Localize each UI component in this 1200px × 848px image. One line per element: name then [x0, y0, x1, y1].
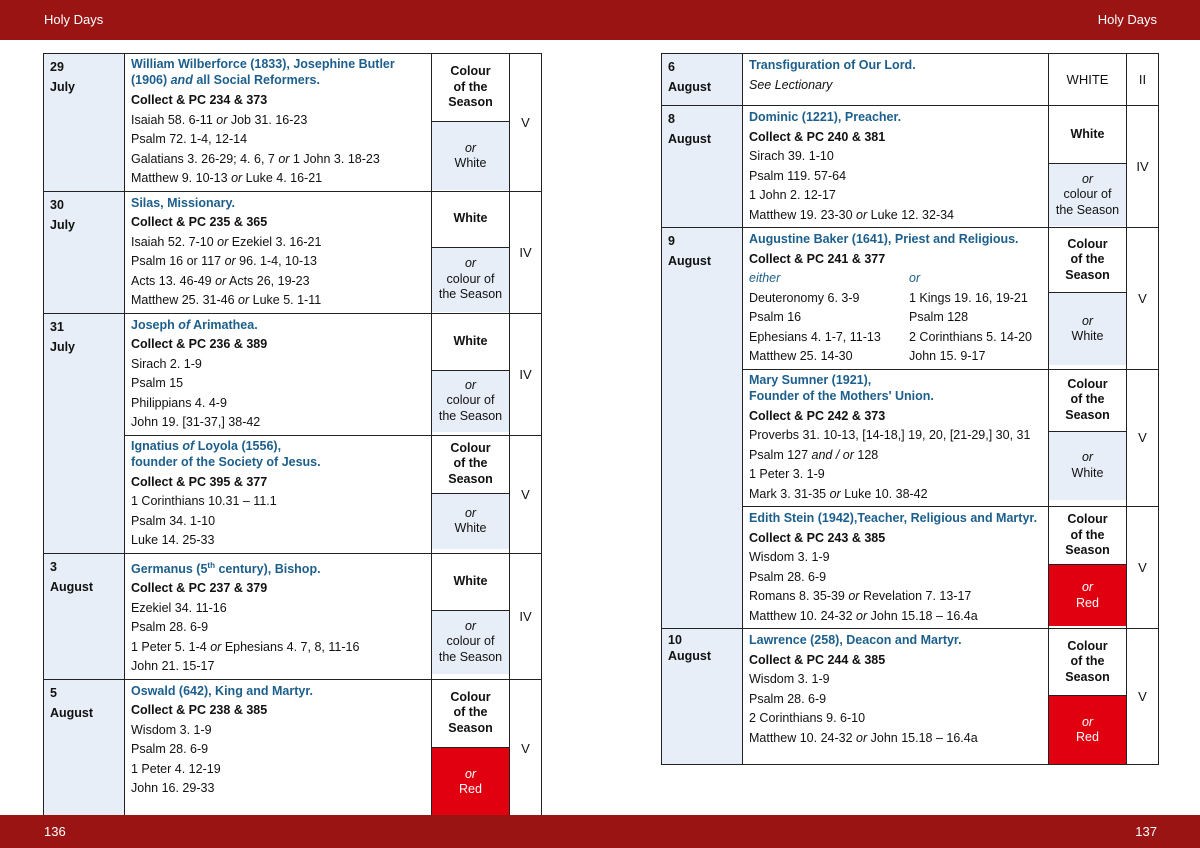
rite-cell: V: [1127, 228, 1159, 370]
commemoration-name: Ignatius of Loyola (1556),: [131, 438, 282, 453]
table-row: [662, 228, 1159, 370]
reading-line: Acts 13. 46-49 or Acts 26, 19-23: [131, 273, 310, 288]
colour-primary: Colour of the Season: [1049, 228, 1126, 293]
lectionary-note: See Lectionary: [749, 77, 833, 92]
commemoration-name-line2: founder of the Society of Jesus.: [131, 454, 321, 469]
colour-alternative: or colour of the Season: [1049, 164, 1126, 226]
colour-primary: White: [1049, 106, 1126, 164]
commemoration-name-line2: Founder of the Mothers' Union.: [749, 388, 934, 403]
table-row: [44, 313, 542, 435]
top-header-bar: [0, 0, 1200, 40]
reading-line: Wisdom 3. 1-9: [131, 722, 212, 737]
colour-primary: White: [432, 192, 509, 248]
readings-cell: [743, 228, 1049, 370]
table-row: [662, 106, 1159, 228]
colour-primary: Colour of the Season: [432, 436, 509, 494]
readings-cell: [125, 313, 432, 435]
reading-line: Psalm 16 Psalm 128: [749, 310, 969, 324]
rite-cell: V: [1127, 507, 1159, 629]
table-row: [662, 629, 1159, 765]
reading-line: 1 Peter 5. 1-4 or Ephesians 4. 7, 8, 11-16: [131, 639, 360, 654]
reading-line: Matthew 10. 24-32 or John 15.18 – 16.4a: [749, 608, 978, 623]
collect-line: Collect & PC 395 & 377: [131, 474, 268, 489]
readings-cell: [743, 507, 1049, 629]
readings-cell: [743, 369, 1049, 507]
readings-cell: [743, 106, 1049, 228]
rite-cell: V: [510, 679, 542, 817]
reading-line: Philippians 4. 4-9: [131, 395, 227, 410]
rite-cell: V: [510, 435, 542, 553]
date-cell: 9 August: [662, 228, 743, 629]
colour-alternative: or White: [1049, 293, 1126, 365]
reading-line: Psalm 28. 6-9: [749, 569, 827, 584]
collect-line: Collect & PC 241 & 377: [749, 251, 886, 266]
commemoration-name: Joseph of Arimathea.: [131, 317, 258, 332]
reading-line: Matthew 25. 31-46 or Luke 5. 1-11: [131, 293, 322, 307]
colour-alternative: or colour of the Season: [432, 611, 509, 674]
colour-primary: Colour of the Season: [432, 54, 509, 122]
rite-cell: V: [510, 54, 542, 192]
rite-cell: V: [1127, 369, 1159, 507]
date-cell: 3 August: [44, 553, 125, 679]
reading-line: Isaiah 52. 7-10 or Ezekiel 3. 16-21: [131, 234, 322, 249]
commemoration-name: Germanus (5th century), Bishop.: [131, 560, 321, 576]
table-row: [44, 553, 542, 679]
reading-line: Psalm 28. 6-9: [131, 742, 209, 757]
rite-cell: II: [1127, 54, 1159, 106]
reading-line: Psalm 28. 6-9: [749, 691, 827, 706]
commemoration-name: Augustine Baker (1641), Priest and Religious.: [749, 232, 1019, 246]
reading-line: 1 Peter 4. 12-19: [131, 761, 221, 776]
reading-line: Matthew 19. 23-30 or Luke 12. 32-34: [749, 207, 955, 222]
reading-line: Matthew 9. 10-13 or Luke 4. 16-21: [131, 171, 323, 185]
reading-line: Galatians 3. 26-29; 4. 6, 7 or 1 John 3. 18-23: [131, 151, 380, 166]
table-row: [44, 54, 542, 192]
reading-line: Sirach 39. 1-10: [749, 149, 834, 163]
collect-line: Collect & PC 235 & 365: [131, 215, 268, 229]
table-row: [662, 54, 1159, 106]
commemoration-name: Lawrence (258), Deacon and Martyr.: [749, 633, 962, 647]
reading-line: Isaiah 58. 6-11 or Job 31. 16-23: [131, 112, 308, 127]
readings-cell: [125, 435, 432, 553]
collect-line: Collect & PC 234 & 373: [131, 93, 268, 107]
commemoration-name: Edith Stein (1942),Teacher, Religious and Martyr.: [749, 511, 1038, 525]
colour-primary: Colour of the Season: [1049, 370, 1126, 432]
date-cell: [44, 54, 125, 192]
reading-line: Luke 14. 25-33: [131, 533, 215, 547]
date-cell: 6 August: [662, 54, 743, 106]
reading-line: 1 John 2. 12-17: [749, 188, 836, 202]
colour-primary: White: [432, 314, 509, 371]
collect-line: Collect & PC 242 & 373: [749, 408, 886, 423]
collect-line: Collect & PC 236 & 389: [131, 337, 268, 351]
page-number-right: 137: [1135, 824, 1157, 839]
liturgical-colour-cell: [1049, 228, 1127, 370]
liturgical-colour-cell: [1049, 369, 1127, 507]
readings-cell: [743, 629, 1049, 765]
date-cell: 8 August: [662, 106, 743, 228]
reading-line: Psalm 28. 6-9: [131, 620, 209, 635]
header-left-title: Holy Days: [44, 12, 104, 27]
liturgical-colour-cell: [432, 679, 510, 817]
either-or-line: either or: [749, 271, 921, 285]
colour-primary: Colour of the Season: [1049, 507, 1126, 565]
liturgical-colour-cell: [432, 313, 510, 435]
liturgical-colour-cell: [1049, 629, 1127, 765]
reading-line: Psalm 119. 57-64: [749, 168, 847, 183]
colour-primary: Colour of the Season: [1049, 629, 1126, 696]
rite-cell: IV: [510, 313, 542, 435]
colour-alternative-red: or Red: [1049, 696, 1126, 764]
reading-line: Psalm 72. 1-4, 12-14: [131, 132, 248, 146]
readings-cell: [125, 679, 432, 817]
liturgical-colour-cell: [1049, 106, 1127, 228]
collect-line: Collect & PC 243 & 385: [749, 530, 886, 545]
rite-cell: IV: [510, 191, 542, 313]
colour-primary: White: [432, 554, 509, 611]
readings-cell: [743, 54, 1049, 106]
rite-cell: IV: [510, 553, 542, 679]
reading-line: Wisdom 3. 1-9: [749, 550, 830, 564]
commemoration-name: William Wilberforce (1833), Josephine Butler: [131, 57, 395, 71]
colour-alternative: or White: [432, 494, 509, 549]
left-holy-days-table: [43, 53, 542, 818]
rite-cell: V: [1127, 629, 1159, 765]
date-cell: 5 August: [44, 679, 125, 817]
reading-line: Psalm 15: [131, 376, 184, 390]
reading-line: 1 Peter 3. 1-9: [749, 467, 825, 481]
reading-line: Mark 3. 31-35 or Luke 10. 38-42: [749, 486, 928, 501]
date-cell: 10 August: [662, 629, 743, 765]
colour-alternative-red: or Red: [432, 748, 509, 817]
colour-alternative: or colour of the Season: [432, 248, 509, 312]
table-row: [44, 191, 542, 313]
rite-cell: IV: [1127, 106, 1159, 228]
readings-cell: [125, 54, 432, 192]
date-cell: 31 July: [44, 313, 125, 553]
liturgical-colour-cell: WHITE: [1049, 54, 1127, 106]
commemoration-name: Mary Sumner (1921),: [749, 372, 872, 387]
reading-line: Wisdom 3. 1-9: [749, 672, 830, 686]
commemoration-name: Silas, Missionary.: [131, 195, 235, 210]
reading-line: John 21. 15-17: [131, 659, 215, 674]
reading-line: John 16. 29-33: [131, 781, 215, 796]
header-right-title: Holy Days: [1097, 12, 1157, 27]
date-cell: 30 July: [44, 191, 125, 313]
reading-line: Psalm 16 or 117 or 96. 1-4, 10-13: [131, 254, 318, 268]
reading-line: Romans 8. 35-39 or Revelation 7. 13-17: [749, 589, 972, 603]
reading-line: John 19. [31-37,] 38-42: [131, 415, 261, 429]
collect-line: Collect & PC 240 & 381: [749, 129, 886, 144]
reading-line: Ezekiel 34. 11-16: [131, 600, 227, 615]
colour-primary: Colour of the Season: [432, 680, 509, 748]
liturgical-colour-cell: [432, 553, 510, 679]
colour-alternative: or White: [1049, 432, 1126, 500]
date-month: July: [50, 80, 76, 94]
table-row: [44, 679, 542, 817]
date-day: 29: [50, 60, 64, 74]
readings-cell: [125, 191, 432, 313]
liturgical-colour-cell: [432, 54, 510, 192]
reading-line: Sirach 2. 1-9: [131, 356, 202, 371]
commemoration-name: Dominic (1221), Preacher.: [749, 110, 902, 124]
collect-line: Collect & PC 238 & 385: [131, 703, 268, 718]
page-number-left: 136: [44, 824, 66, 839]
liturgical-colour-cell: [432, 191, 510, 313]
liturgical-colour-cell: [432, 435, 510, 553]
colour-alternative-red: or Red: [1049, 565, 1126, 626]
reading-line: 2 Corinthians 9. 6-10: [749, 711, 866, 725]
reading-line: Proverbs 31. 10-13, [14-18,] 19, 20, [21-29,] 30, 31: [749, 428, 1031, 442]
collect-line: Collect & PC 244 & 385: [749, 652, 886, 667]
commemoration-name-line2: (1906) and all Social Reformers.: [131, 73, 320, 87]
commemoration-name: Oswald (642), King and Martyr.: [131, 683, 313, 698]
reading-line: Matthew 25. 14-30 John 15. 9-17: [749, 349, 986, 363]
readings-cell: [125, 553, 432, 679]
colour-alternative: or colour of the Season: [432, 371, 509, 432]
reading-line: Deuteronomy 6. 3-9 1 Kings 19. 16, 19-21: [749, 290, 1028, 305]
reading-line: Psalm 34. 1-10: [131, 513, 216, 528]
right-holy-days-table: [661, 53, 1159, 765]
bottom-footer-bar: [0, 815, 1200, 848]
collect-line: Collect & PC 237 & 379: [131, 581, 268, 596]
reading-line: Psalm 127 and / or 128: [749, 447, 879, 462]
reading-line: Ephesians 4. 1-7, 11-13 2 Corinthians 5. 14-20: [749, 329, 1032, 344]
reading-line: Matthew 10. 24-32 or John 15.18 – 16.4a: [749, 730, 978, 745]
reading-line: 1 Corinthians 10.31 – 11.1: [131, 494, 277, 508]
colour-alternative: or White: [432, 122, 509, 190]
liturgical-colour-cell: [1049, 507, 1127, 629]
commemoration-name: Transfiguration of Our Lord.: [749, 58, 916, 72]
